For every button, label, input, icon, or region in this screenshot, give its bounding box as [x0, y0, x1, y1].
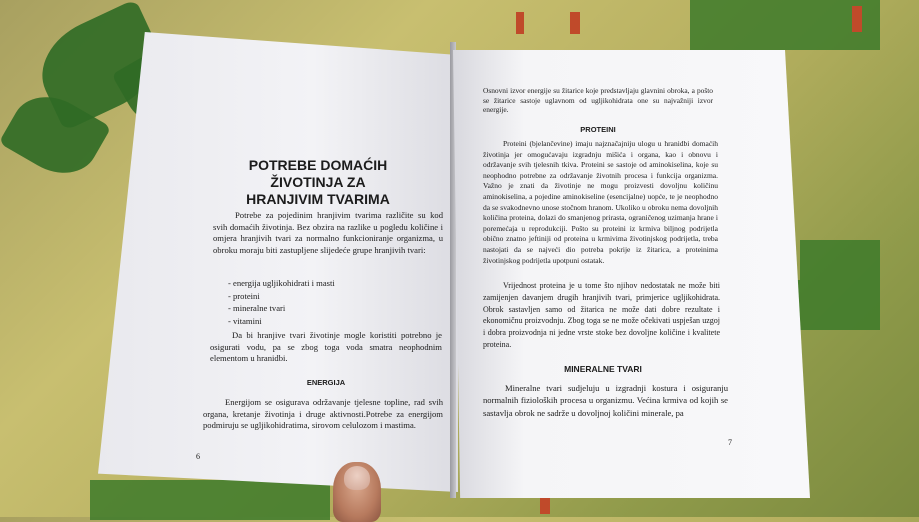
nutrient-list — [228, 277, 428, 327]
heading-energy: ENERGIJA — [306, 378, 346, 387]
list-item: - vitamini — [228, 315, 262, 326]
list-item: - mineralne tvari — [228, 303, 286, 313]
chapter-title-line2: HRANJIVIM TVARIMA — [246, 191, 390, 207]
minerals-paragraph: Mineralne tvari sudjeluju u izgradnji kostura i osiguranju normalnih fizioloških procesa u organizmu. Većina krmiva od kojih se sastavlja obrok ne sadrže u dovoljnoj količini minerale, pa — [483, 383, 728, 418]
heading-minerals: MINERALNE TVARI — [564, 364, 642, 374]
red-mark — [852, 6, 862, 32]
page-number-left: 6 — [196, 452, 200, 461]
left-intro-paragraph: Potrebe za pojedinim hranjivim tvarima različite su kod svih domaćih životinja. Bez obzira na razlike u pogledu količine i omjera hranjivih tvari za normalno funkcioniranje organizma, u obroku moraju biti zastupljene slijedeće grupe hranjivih tvari: — [213, 210, 443, 255]
right-page — [453, 50, 810, 498]
chapter-title — [218, 157, 418, 208]
list-item: - energija ugljikohidrati i masti — [228, 278, 335, 288]
chapter-title-line1: POTREBE DOMAĆIH ŽIVOTINJA ZA — [248, 157, 388, 190]
left-energy-paragraph: Energijom se osigurava održavanje tjelesne topline, rad svih organa, kretanje životinja i druge aktivnosti.Potrebe za energijom podmiruju se ugljikohidratima, sirovom celulozom i mastima. — [203, 397, 443, 431]
square-pattern — [800, 240, 880, 330]
protein-value-paragraph: Vrijednost proteina je u tome što njihov nedostatak ne može biti zamijenjen davanjem drugih hranjivih tvari, primjerice ugljikohidrata. Obrok sastavljen samo od žitarica ne može dati dobre rezultate i ekonomičnu proizvodnju. Zbog toga se ne može očekivati uspješan uzgoj i dobra proizvodnja ni jedne vrste stoke bez dovoljne količine i kvalitete proteina. — [483, 281, 720, 349]
right-energy-paragraph: Osnovni izvor energije su žitarice koje predstavljaju glavnini obroka, a pošto se žitarice sastoje uglavnom od ugljikohidrata one su najvažniji izvor energije. — [483, 86, 713, 115]
left-water-paragraph: Da bi hranjive tvari životinje mogle koristiti potrebno je osigurati vodu, pa se zbog toga voda smatra neophodnim elementom u hranidbi. — [210, 330, 442, 364]
list-item: - proteini — [228, 290, 260, 301]
heading-proteins: PROTEINI — [580, 125, 616, 134]
thumbnail-nail — [344, 466, 370, 490]
protein-paragraph: Proteini (bjelančevine) imaju najznačajniju ulogu u hranidbi domaćih životinja jer omogućavaju izgradnju mišića i organa, kao i obnovu i održavanje svih tjelesnih tkiva. Proteini se sastoje od aminokiselina, koje su neophodno potrebne za održavanje životnih procesa i funkcija organizma. Važno je znati da životinje ne mogu proizvesti dovoljnu količinu aminokiselina, a pojedine aminokiseline (esencijalne) uopće, te je neophodno da se svakodnevno unose stočnom hranom. Ukoliko u obroku nema dovoljnih količina proteina, dolazi do smanjenog prirasta, ograničenog uzimanja hrane i poremećaja u reprodukciji. Pošto su proteini iz krmiva biljnog podrijetla obično znatno jeftiniji od proteina u krmivima životinjskog podrijetla, treba nastojati da se najveći dio potreba pokrije iz žitarica, a proteinima životinjskog podrijetla upotpuni ostatak. — [483, 139, 718, 265]
page-number-right: 7 — [728, 438, 732, 447]
open-book — [98, 22, 810, 500]
